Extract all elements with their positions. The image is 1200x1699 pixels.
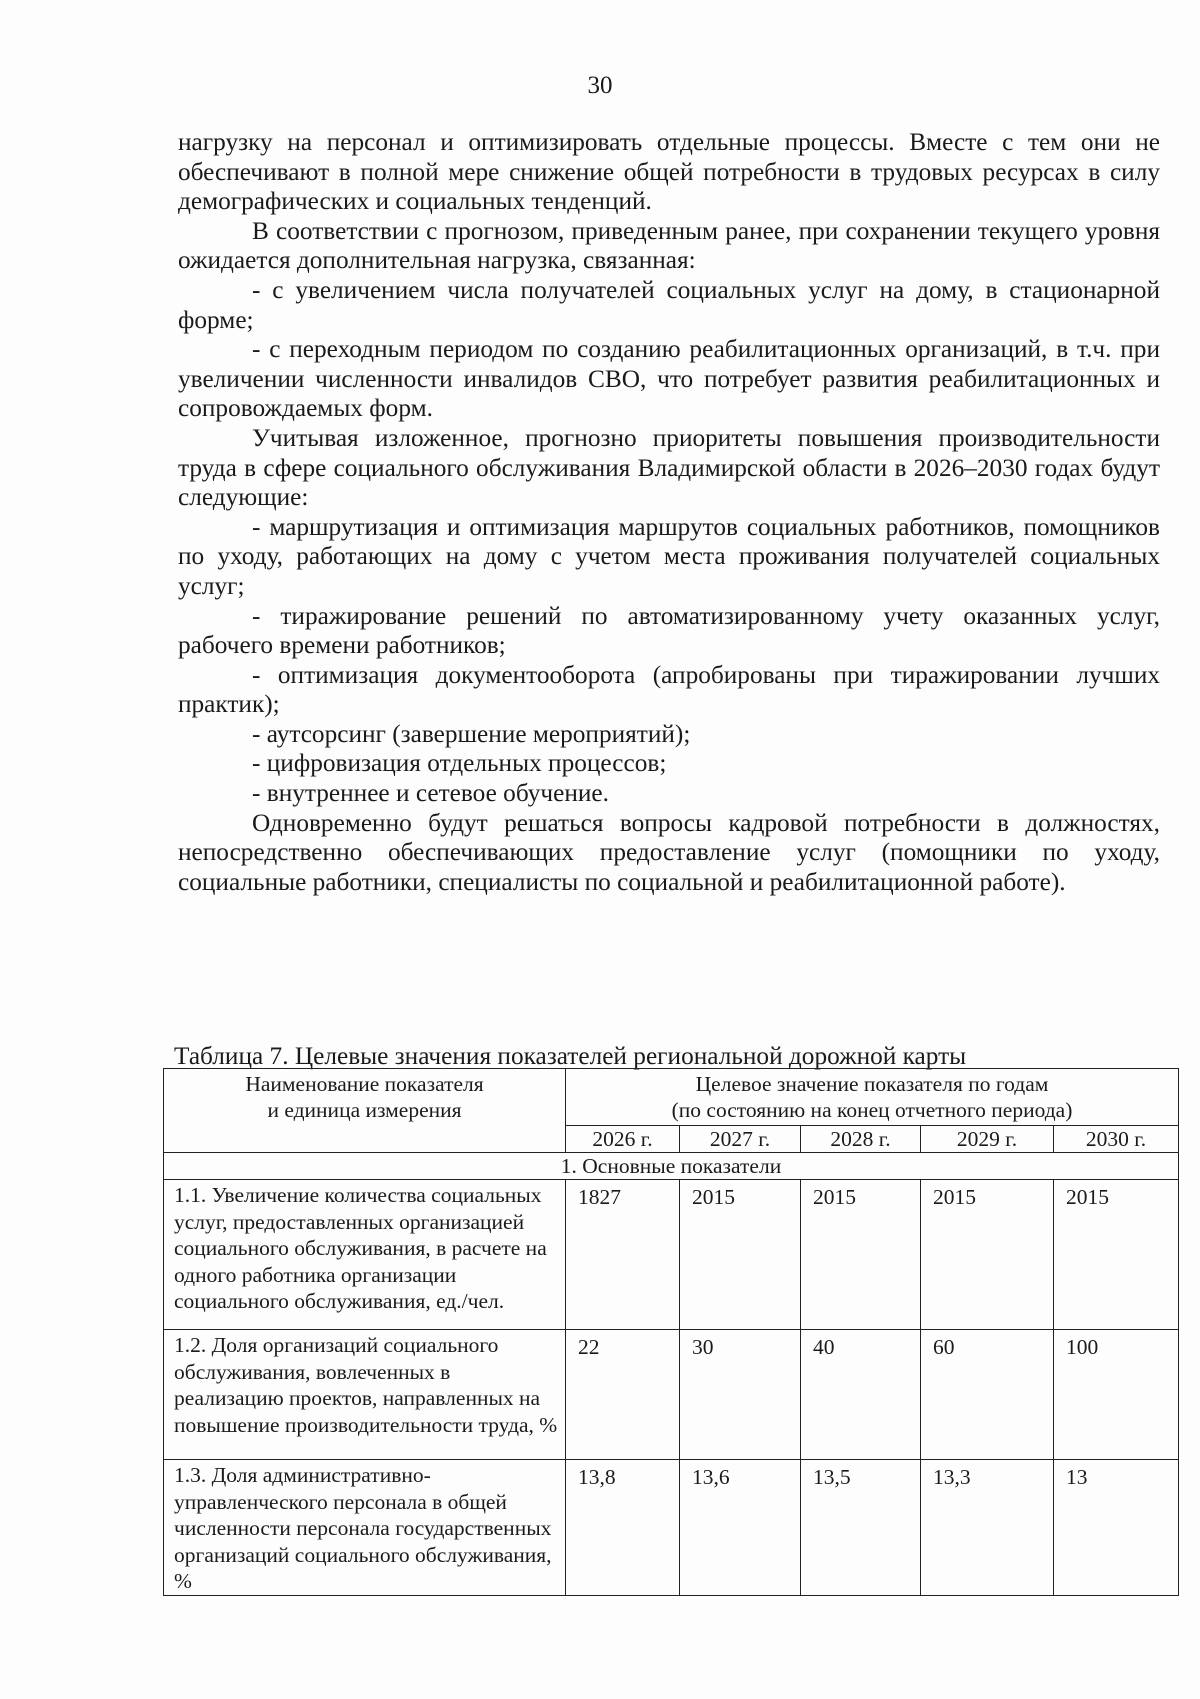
section-title: 1. Основные показатели [164, 1153, 1179, 1180]
header-target-line: Целевое значение показателя по годам [695, 1072, 1049, 1096]
indicator-value: 60 [921, 1330, 1054, 1460]
table-row [164, 1180, 1179, 1330]
table-section-row [164, 1153, 1179, 1180]
indicator-value: 1827 [566, 1180, 680, 1330]
list-item: - с переходным периодом по созданию реабилитационных организаций, в т.ч. при увеличении численности инвалидов СВО, что потребует развития реабилитационных и сопровождаемых форм. [178, 335, 1160, 423]
indicator-value: 22 [566, 1330, 680, 1460]
header-target-line: (по состоянию на конец отчетного периода) [671, 1098, 1073, 1122]
year-header: 2027 г. [680, 1126, 801, 1153]
list-item: - цифровизация отдельных процессов; [252, 749, 667, 778]
indicator-value: 40 [801, 1330, 921, 1460]
indicator-name: 1.3. Доля административно-управленческого персонала в общей численности персонала государственных организаций социального обслуживания, % [164, 1460, 566, 1596]
year-header: 2030 г. [1054, 1126, 1179, 1153]
indicator-value: 13,8 [566, 1460, 680, 1596]
indicator-value: 2015 [921, 1180, 1054, 1330]
indicator-name: 1.2. Доля организаций социального обслуживания, вовлеченных в реализацию проектов, направленных на повышение производительности труда, % [164, 1330, 566, 1460]
indicator-value: 13,3 [921, 1460, 1054, 1596]
year-header: 2028 г. [801, 1126, 921, 1153]
indicator-value: 2015 [1054, 1180, 1179, 1330]
list-item: - маршрутизация и оптимизация маршрутов социальных работников, помощников по уходу, работающих на дому с учетом места проживания получателей социальных услуг; [178, 512, 1160, 600]
indicator-value: 100 [1054, 1330, 1179, 1460]
list-item: - оптимизация документооборота (апробированы при тиражировании лучших практик); [178, 660, 1160, 719]
indicator-name: 1.1. Увеличение количества социальных услуг, предоставленных организацией социального обслуживания, в расчете на одного работника организации социального обслуживания, ед./чел. [164, 1180, 566, 1330]
header-name-line: и единица измерения [267, 1098, 462, 1122]
list-item: - внутреннее и сетевое обучение. [252, 779, 609, 808]
year-header: 2029 г. [921, 1126, 1054, 1153]
paragraph: Одновременно будут решаться вопросы кадровой потребности в должностях, непосредственно обеспечивающих предоставление услуг (помощники по уходу, социальные работники, специалисты по социальной и реабилитационной работе). [178, 808, 1160, 896]
paragraph: В соответствии с прогнозом, приведенным ранее, при сохранении текущего уровня ожидается дополнительная нагрузка, связанная: [178, 216, 1160, 275]
indicator-value: 13,5 [801, 1460, 921, 1596]
list-item: - аутсорсинг (завершение мероприятий); [252, 719, 691, 748]
table-row [164, 1460, 1179, 1596]
header-name-line: Наименование показателя [245, 1072, 484, 1096]
indicator-value: 30 [680, 1330, 801, 1460]
table-row [164, 1330, 1179, 1460]
table-caption: Таблица 7. Целевые значения показателей региональной дорожной карты [174, 1042, 967, 1070]
indicator-value: 13 [1054, 1460, 1179, 1596]
table-header-row [164, 1069, 1179, 1126]
list-item: - тиражирование решений по автоматизированному учету оказанных услуг, рабочего времени работников; [178, 601, 1160, 660]
header-target-values [566, 1069, 1179, 1126]
year-header: 2026 г. [566, 1126, 680, 1153]
body-text [178, 128, 1160, 897]
paragraph: нагрузку на персонал и оптимизировать отдельные процессы. Вместе с тем они не обеспечивают в полной мере снижение общей потребности в трудовых ресурсах в силу демографических и социальных тенденций. [178, 128, 1160, 216]
indicator-value: 13,6 [680, 1460, 801, 1596]
list-item: - с увеличением числа получателей социальных услуг на дому, в стационарной форме; [178, 275, 1160, 334]
indicators-table [163, 1068, 1179, 1596]
page-number: 30 [587, 72, 613, 99]
indicator-value: 2015 [680, 1180, 801, 1330]
indicator-value: 2015 [801, 1180, 921, 1330]
header-indicator-name [164, 1069, 566, 1153]
paragraph: Учитывая изложенное, прогнозно приоритеты повышения производительности труда в сфере социального обслуживания Владимирской области в 2026–2030 годах будут следующие: [178, 423, 1160, 512]
